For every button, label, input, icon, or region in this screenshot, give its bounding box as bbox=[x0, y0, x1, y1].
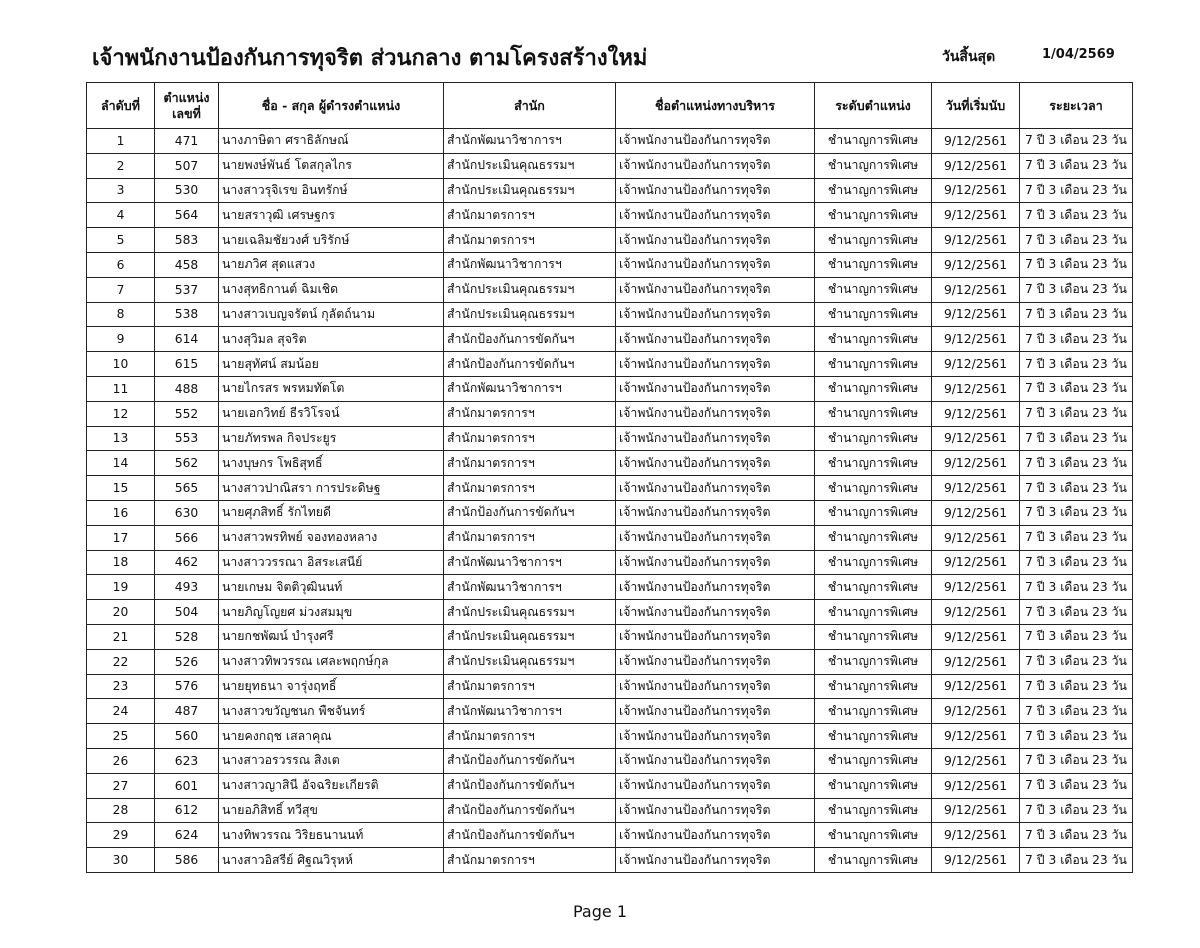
table-row bbox=[87, 228, 1133, 253]
table-row bbox=[87, 748, 1133, 773]
order-cell: 10 bbox=[87, 352, 155, 377]
column-header-bureau: สำนัก bbox=[444, 83, 616, 129]
bureau-cell: สำนักมาตรการฯ bbox=[444, 674, 616, 699]
bureau-cell: สำนักป้องกันการขัดกันฯ bbox=[444, 773, 616, 798]
column-header-order: ลำดับที่ bbox=[87, 83, 155, 129]
start-date-cell: 9/12/2561 bbox=[932, 277, 1020, 302]
admin-title-cell: เจ้าพนักงานป้องกันการทุจริต bbox=[616, 500, 815, 525]
table-row bbox=[87, 426, 1133, 451]
bureau-cell: สำนักมาตรการฯ bbox=[444, 203, 616, 228]
bureau-cell: สำนักประเมินคุณธรรมฯ bbox=[444, 302, 616, 327]
admin-title-cell: เจ้าพนักงานป้องกันการทุจริต bbox=[616, 153, 815, 178]
table-row bbox=[87, 848, 1133, 873]
order-cell: 28 bbox=[87, 798, 155, 823]
order-cell: 23 bbox=[87, 674, 155, 699]
level-cell: ชำนาญการพิเศษ bbox=[815, 575, 932, 600]
name-cell: นางสาวพรทิพย์ จองทองหลาง bbox=[219, 525, 444, 550]
bureau-cell: สำนักประเมินคุณธรรมฯ bbox=[444, 153, 616, 178]
admin-title-cell: เจ้าพนักงานป้องกันการทุจริต bbox=[616, 426, 815, 451]
admin-title-cell: เจ้าพนักงานป้องกันการทุจริต bbox=[616, 748, 815, 773]
name-cell: นายศุภสิทธิ์ รักไทยดี bbox=[219, 500, 444, 525]
start-date-cell: 9/12/2561 bbox=[932, 724, 1020, 749]
table-row bbox=[87, 451, 1133, 476]
position-no-cell: 612 bbox=[155, 798, 219, 823]
table-row bbox=[87, 798, 1133, 823]
start-date-cell: 9/12/2561 bbox=[932, 798, 1020, 823]
admin-title-cell: เจ้าพนักงานป้องกันการทุจริต bbox=[616, 773, 815, 798]
bureau-cell: สำนักพัฒนาวิชาการฯ bbox=[444, 550, 616, 575]
name-cell: นางสาวทิพวรรณ เศละพฤกษ์กุล bbox=[219, 649, 444, 674]
order-cell: 13 bbox=[87, 426, 155, 451]
name-cell: นายอภิสิทธิ์ ทวีสุข bbox=[219, 798, 444, 823]
table-row bbox=[87, 252, 1133, 277]
duration-cell: 7 ปี 3 เดือน 23 วัน bbox=[1020, 352, 1133, 377]
name-cell: นางสาวอรวรรณ สิงเต bbox=[219, 748, 444, 773]
order-cell: 7 bbox=[87, 277, 155, 302]
duration-cell: 7 ปี 3 เดือน 23 วัน bbox=[1020, 228, 1133, 253]
table-row bbox=[87, 153, 1133, 178]
admin-title-cell: เจ้าพนักงานป้องกันการทุจริต bbox=[616, 823, 815, 848]
end-date-value: 1/04/2569 bbox=[1042, 47, 1115, 62]
table-row bbox=[87, 575, 1133, 600]
duration-cell: 7 ปี 3 เดือน 23 วัน bbox=[1020, 129, 1133, 154]
duration-cell: 7 ปี 3 เดือน 23 วัน bbox=[1020, 327, 1133, 352]
bureau-cell: สำนักป้องกันการขัดกันฯ bbox=[444, 748, 616, 773]
start-date-cell: 9/12/2561 bbox=[932, 401, 1020, 426]
position-no-cell: 586 bbox=[155, 848, 219, 873]
admin-title-cell: เจ้าพนักงานป้องกันการทุจริต bbox=[616, 600, 815, 625]
column-header-start-date: วันที่เริ่มนับ bbox=[932, 83, 1020, 129]
order-cell: 21 bbox=[87, 624, 155, 649]
level-cell: ชำนาญการพิเศษ bbox=[815, 823, 932, 848]
start-date-cell: 9/12/2561 bbox=[932, 228, 1020, 253]
duration-cell: 7 ปี 3 เดือน 23 วัน bbox=[1020, 848, 1133, 873]
start-date-cell: 9/12/2561 bbox=[932, 674, 1020, 699]
bureau-cell: สำนักมาตรการฯ bbox=[444, 401, 616, 426]
position-no-cell: 552 bbox=[155, 401, 219, 426]
name-cell: นายเฉลิมชัยวงศ์ บริรักษ์ bbox=[219, 228, 444, 253]
column-header-duration: ระยะเวลา bbox=[1020, 83, 1133, 129]
column-header-admin-title: ชื่อตำแหน่งทางบริหาร bbox=[616, 83, 815, 129]
duration-cell: 7 ปี 3 เดือน 23 วัน bbox=[1020, 575, 1133, 600]
level-cell: ชำนาญการพิเศษ bbox=[815, 699, 932, 724]
name-cell: นายภิญโญยศ ม่วงสมมุข bbox=[219, 600, 444, 625]
level-cell: ชำนาญการพิเศษ bbox=[815, 178, 932, 203]
name-cell: นางสาววรรณา อิสระเสนีย์ bbox=[219, 550, 444, 575]
duration-cell: 7 ปี 3 เดือน 23 วัน bbox=[1020, 277, 1133, 302]
name-cell: นายภัทรพล กิจประยูร bbox=[219, 426, 444, 451]
level-cell: ชำนาญการพิเศษ bbox=[815, 129, 932, 154]
order-cell: 9 bbox=[87, 327, 155, 352]
order-cell: 29 bbox=[87, 823, 155, 848]
order-cell: 1 bbox=[87, 129, 155, 154]
duration-cell: 7 ปี 3 เดือน 23 วัน bbox=[1020, 302, 1133, 327]
bureau-cell: สำนักมาตรการฯ bbox=[444, 426, 616, 451]
level-cell: ชำนาญการพิเศษ bbox=[815, 649, 932, 674]
duration-cell: 7 ปี 3 เดือน 23 วัน bbox=[1020, 550, 1133, 575]
table-row bbox=[87, 302, 1133, 327]
admin-title-cell: เจ้าพนักงานป้องกันการทุจริต bbox=[616, 724, 815, 749]
order-cell: 14 bbox=[87, 451, 155, 476]
start-date-cell: 9/12/2561 bbox=[932, 252, 1020, 277]
order-cell: 20 bbox=[87, 600, 155, 625]
end-date-label: วันสิ้นสุด bbox=[942, 49, 996, 65]
bureau-cell: สำนักประเมินคุณธรรมฯ bbox=[444, 178, 616, 203]
admin-title-cell: เจ้าพนักงานป้องกันการทุจริต bbox=[616, 624, 815, 649]
position-no-cell: 488 bbox=[155, 376, 219, 401]
table-row bbox=[87, 129, 1133, 154]
duration-cell: 7 ปี 3 เดือน 23 วัน bbox=[1020, 476, 1133, 501]
admin-title-cell: เจ้าพนักงานป้องกันการทุจริต bbox=[616, 674, 815, 699]
level-cell: ชำนาญการพิเศษ bbox=[815, 302, 932, 327]
admin-title-cell: เจ้าพนักงานป้องกันการทุจริต bbox=[616, 476, 815, 501]
duration-cell: 7 ปี 3 เดือน 23 วัน bbox=[1020, 798, 1133, 823]
order-cell: 6 bbox=[87, 252, 155, 277]
name-cell: นางสุวิมล สุจริต bbox=[219, 327, 444, 352]
name-cell: นายคงกฤช เสลาคุณ bbox=[219, 724, 444, 749]
name-cell: นายสราวุฒิ เศรษฐกร bbox=[219, 203, 444, 228]
duration-cell: 7 ปี 3 เดือน 23 วัน bbox=[1020, 624, 1133, 649]
table-row bbox=[87, 500, 1133, 525]
level-cell: ชำนาญการพิเศษ bbox=[815, 848, 932, 873]
start-date-cell: 9/12/2561 bbox=[932, 748, 1020, 773]
order-cell: 15 bbox=[87, 476, 155, 501]
start-date-cell: 9/12/2561 bbox=[932, 550, 1020, 575]
level-cell: ชำนาญการพิเศษ bbox=[815, 500, 932, 525]
staff-table bbox=[86, 82, 1133, 873]
start-date-cell: 9/12/2561 bbox=[932, 376, 1020, 401]
duration-cell: 7 ปี 3 เดือน 23 วัน bbox=[1020, 153, 1133, 178]
order-cell: 24 bbox=[87, 699, 155, 724]
order-cell: 16 bbox=[87, 500, 155, 525]
bureau-cell: สำนักป้องกันการขัดกันฯ bbox=[444, 327, 616, 352]
page-title: เจ้าพนักงานป้องกันการทุจริต ส่วนกลาง ตามโครงสร้างใหม่ bbox=[92, 46, 648, 71]
admin-title-cell: เจ้าพนักงานป้องกันการทุจริต bbox=[616, 575, 815, 600]
start-date-cell: 9/12/2561 bbox=[932, 327, 1020, 352]
admin-title-cell: เจ้าพนักงานป้องกันการทุจริต bbox=[616, 649, 815, 674]
start-date-cell: 9/12/2561 bbox=[932, 773, 1020, 798]
start-date-cell: 9/12/2561 bbox=[932, 575, 1020, 600]
name-cell: นางภาษิตา ศราธิลักษณ์ bbox=[219, 129, 444, 154]
table-body bbox=[87, 129, 1133, 873]
position-no-cell: 565 bbox=[155, 476, 219, 501]
position-no-cell: 526 bbox=[155, 649, 219, 674]
duration-cell: 7 ปี 3 เดือน 23 วัน bbox=[1020, 252, 1133, 277]
order-cell: 19 bbox=[87, 575, 155, 600]
order-cell: 5 bbox=[87, 228, 155, 253]
column-header-level: ระดับตำแหน่ง bbox=[815, 83, 932, 129]
start-date-cell: 9/12/2561 bbox=[932, 600, 1020, 625]
table-row bbox=[87, 525, 1133, 550]
admin-title-cell: เจ้าพนักงานป้องกันการทุจริต bbox=[616, 129, 815, 154]
name-cell: นางทิพวรรณ วิริยธนานนท์ bbox=[219, 823, 444, 848]
level-cell: ชำนาญการพิเศษ bbox=[815, 748, 932, 773]
position-no-cell: 507 bbox=[155, 153, 219, 178]
order-cell: 2 bbox=[87, 153, 155, 178]
duration-cell: 7 ปี 3 เดือน 23 วัน bbox=[1020, 500, 1133, 525]
level-cell: ชำนาญการพิเศษ bbox=[815, 327, 932, 352]
position-no-cell: 560 bbox=[155, 724, 219, 749]
admin-title-cell: เจ้าพนักงานป้องกันการทุจริต bbox=[616, 203, 815, 228]
table-row bbox=[87, 773, 1133, 798]
admin-title-cell: เจ้าพนักงานป้องกันการทุจริต bbox=[616, 525, 815, 550]
admin-title-cell: เจ้าพนักงานป้องกันการทุจริต bbox=[616, 178, 815, 203]
position-no-cell: 583 bbox=[155, 228, 219, 253]
admin-title-cell: เจ้าพนักงานป้องกันการทุจริต bbox=[616, 327, 815, 352]
start-date-cell: 9/12/2561 bbox=[932, 476, 1020, 501]
order-cell: 25 bbox=[87, 724, 155, 749]
order-cell: 27 bbox=[87, 773, 155, 798]
order-cell: 22 bbox=[87, 649, 155, 674]
level-cell: ชำนาญการพิเศษ bbox=[815, 674, 932, 699]
bureau-cell: สำนักมาตรการฯ bbox=[444, 476, 616, 501]
duration-cell: 7 ปี 3 เดือน 23 วัน bbox=[1020, 203, 1133, 228]
name-cell: นายสุทัศน์ สมน้อย bbox=[219, 352, 444, 377]
table-row bbox=[87, 352, 1133, 377]
bureau-cell: สำนักพัฒนาวิชาการฯ bbox=[444, 129, 616, 154]
level-cell: ชำนาญการพิเศษ bbox=[815, 600, 932, 625]
admin-title-cell: เจ้าพนักงานป้องกันการทุจริต bbox=[616, 451, 815, 476]
position-no-cell: 504 bbox=[155, 600, 219, 625]
admin-title-cell: เจ้าพนักงานป้องกันการทุจริต bbox=[616, 252, 815, 277]
position-no-cell: 601 bbox=[155, 773, 219, 798]
name-cell: นางสาวขวัญชนก พืชจันทร์ bbox=[219, 699, 444, 724]
start-date-cell: 9/12/2561 bbox=[932, 699, 1020, 724]
duration-cell: 7 ปี 3 เดือน 23 วัน bbox=[1020, 178, 1133, 203]
name-cell: นางสุทธิกานต์ ฉิมเชิด bbox=[219, 277, 444, 302]
order-cell: 30 bbox=[87, 848, 155, 873]
order-cell: 17 bbox=[87, 525, 155, 550]
position-no-cell: 471 bbox=[155, 129, 219, 154]
admin-title-cell: เจ้าพนักงานป้องกันการทุจริต bbox=[616, 848, 815, 873]
bureau-cell: สำนักมาตรการฯ bbox=[444, 724, 616, 749]
position-no-cell: 493 bbox=[155, 575, 219, 600]
bureau-cell: สำนักประเมินคุณธรรมฯ bbox=[444, 649, 616, 674]
duration-cell: 7 ปี 3 เดือน 23 วัน bbox=[1020, 748, 1133, 773]
bureau-cell: สำนักมาตรการฯ bbox=[444, 525, 616, 550]
name-cell: นายพงษ์พันธ์ โตสกุลไกร bbox=[219, 153, 444, 178]
name-cell: นายไกรสร พรหมทัตโต bbox=[219, 376, 444, 401]
start-date-cell: 9/12/2561 bbox=[932, 525, 1020, 550]
level-cell: ชำนาญการพิเศษ bbox=[815, 476, 932, 501]
start-date-cell: 9/12/2561 bbox=[932, 352, 1020, 377]
column-header-position-no: ตำแหน่ง เลขที่ bbox=[155, 83, 219, 129]
position-no-cell: 614 bbox=[155, 327, 219, 352]
table-row bbox=[87, 327, 1133, 352]
name-cell: นางสาวอิสรีย์ ศิฐณวิรุหห์ bbox=[219, 848, 444, 873]
position-no-cell: 530 bbox=[155, 178, 219, 203]
name-cell: นางสาวปาณิสรา การประดิษฐ bbox=[219, 476, 444, 501]
duration-cell: 7 ปี 3 เดือน 23 วัน bbox=[1020, 674, 1133, 699]
level-cell: ชำนาญการพิเศษ bbox=[815, 426, 932, 451]
position-no-cell: 538 bbox=[155, 302, 219, 327]
duration-cell: 7 ปี 3 เดือน 23 วัน bbox=[1020, 525, 1133, 550]
start-date-cell: 9/12/2561 bbox=[932, 500, 1020, 525]
order-cell: 3 bbox=[87, 178, 155, 203]
bureau-cell: สำนักมาตรการฯ bbox=[444, 451, 616, 476]
position-no-cell: 615 bbox=[155, 352, 219, 377]
level-cell: ชำนาญการพิเศษ bbox=[815, 277, 932, 302]
table-row bbox=[87, 376, 1133, 401]
table-row bbox=[87, 277, 1133, 302]
table-row bbox=[87, 699, 1133, 724]
table-row bbox=[87, 476, 1133, 501]
name-cell: นายภวิศ สุดแสวง bbox=[219, 252, 444, 277]
bureau-cell: สำนักประเมินคุณธรรมฯ bbox=[444, 277, 616, 302]
start-date-cell: 9/12/2561 bbox=[932, 129, 1020, 154]
bureau-cell: สำนักป้องกันการขัดกันฯ bbox=[444, 798, 616, 823]
column-header-name: ชื่อ - สกุล ผู้ดำรงตำแหน่ง bbox=[219, 83, 444, 129]
order-cell: 8 bbox=[87, 302, 155, 327]
duration-cell: 7 ปี 3 เดือน 23 วัน bbox=[1020, 773, 1133, 798]
duration-cell: 7 ปี 3 เดือน 23 วัน bbox=[1020, 451, 1133, 476]
level-cell: ชำนาญการพิเศษ bbox=[815, 550, 932, 575]
start-date-cell: 9/12/2561 bbox=[932, 848, 1020, 873]
position-no-cell: 576 bbox=[155, 674, 219, 699]
name-cell: นางสาวญาสินี อัจฉริยะเกียรติ bbox=[219, 773, 444, 798]
level-cell: ชำนาญการพิเศษ bbox=[815, 153, 932, 178]
level-cell: ชำนาญการพิเศษ bbox=[815, 252, 932, 277]
admin-title-cell: เจ้าพนักงานป้องกันการทุจริต bbox=[616, 798, 815, 823]
name-cell: นายยุทธนา จารุ่งฤทธิ์ bbox=[219, 674, 444, 699]
table-row bbox=[87, 724, 1133, 749]
table-row bbox=[87, 674, 1133, 699]
start-date-cell: 9/12/2561 bbox=[932, 649, 1020, 674]
table-row bbox=[87, 600, 1133, 625]
position-no-cell: 553 bbox=[155, 426, 219, 451]
admin-title-cell: เจ้าพนักงานป้องกันการทุจริต bbox=[616, 401, 815, 426]
table-row bbox=[87, 178, 1133, 203]
table-header-row bbox=[87, 83, 1133, 129]
table-row bbox=[87, 649, 1133, 674]
duration-cell: 7 ปี 3 เดือน 23 วัน bbox=[1020, 426, 1133, 451]
order-cell: 4 bbox=[87, 203, 155, 228]
position-no-cell: 528 bbox=[155, 624, 219, 649]
start-date-cell: 9/12/2561 bbox=[932, 451, 1020, 476]
duration-cell: 7 ปี 3 เดือน 23 วัน bbox=[1020, 401, 1133, 426]
page-number: Page 1 bbox=[573, 902, 627, 921]
position-no-cell: 562 bbox=[155, 451, 219, 476]
position-no-cell: 630 bbox=[155, 500, 219, 525]
position-no-cell: 462 bbox=[155, 550, 219, 575]
admin-title-cell: เจ้าพนักงานป้องกันการทุจริต bbox=[616, 228, 815, 253]
order-cell: 11 bbox=[87, 376, 155, 401]
table-row bbox=[87, 624, 1133, 649]
level-cell: ชำนาญการพิเศษ bbox=[815, 376, 932, 401]
level-cell: ชำนาญการพิเศษ bbox=[815, 798, 932, 823]
bureau-cell: สำนักพัฒนาวิชาการฯ bbox=[444, 575, 616, 600]
admin-title-cell: เจ้าพนักงานป้องกันการทุจริต bbox=[616, 550, 815, 575]
start-date-cell: 9/12/2561 bbox=[932, 426, 1020, 451]
bureau-cell: สำนักมาตรการฯ bbox=[444, 848, 616, 873]
bureau-cell: สำนักพัฒนาวิชาการฯ bbox=[444, 376, 616, 401]
bureau-cell: สำนักพัฒนาวิชาการฯ bbox=[444, 252, 616, 277]
start-date-cell: 9/12/2561 bbox=[932, 302, 1020, 327]
level-cell: ชำนาญการพิเศษ bbox=[815, 724, 932, 749]
start-date-cell: 9/12/2561 bbox=[932, 823, 1020, 848]
order-cell: 12 bbox=[87, 401, 155, 426]
admin-title-cell: เจ้าพนักงานป้องกันการทุจริต bbox=[616, 352, 815, 377]
admin-title-cell: เจ้าพนักงานป้องกันการทุจริต bbox=[616, 302, 815, 327]
level-cell: ชำนาญการพิเศษ bbox=[815, 525, 932, 550]
duration-cell: 7 ปี 3 เดือน 23 วัน bbox=[1020, 649, 1133, 674]
admin-title-cell: เจ้าพนักงานป้องกันการทุจริต bbox=[616, 699, 815, 724]
table-row bbox=[87, 823, 1133, 848]
position-no-cell: 566 bbox=[155, 525, 219, 550]
name-cell: นายเอกวิทย์ ธีรวิโรจน์ bbox=[219, 401, 444, 426]
start-date-cell: 9/12/2561 bbox=[932, 178, 1020, 203]
duration-cell: 7 ปี 3 เดือน 23 วัน bbox=[1020, 823, 1133, 848]
bureau-cell: สำนักประเมินคุณธรรมฯ bbox=[444, 600, 616, 625]
start-date-cell: 9/12/2561 bbox=[932, 203, 1020, 228]
name-cell: นางสาวเบญจรัตน์ กุลัตถ์นาม bbox=[219, 302, 444, 327]
position-no-cell: 487 bbox=[155, 699, 219, 724]
position-no-cell: 537 bbox=[155, 277, 219, 302]
bureau-cell: สำนักมาตรการฯ bbox=[444, 228, 616, 253]
admin-title-cell: เจ้าพนักงานป้องกันการทุจริต bbox=[616, 376, 815, 401]
order-cell: 26 bbox=[87, 748, 155, 773]
level-cell: ชำนาญการพิเศษ bbox=[815, 451, 932, 476]
level-cell: ชำนาญการพิเศษ bbox=[815, 401, 932, 426]
bureau-cell: สำนักป้องกันการขัดกันฯ bbox=[444, 500, 616, 525]
start-date-cell: 9/12/2561 bbox=[932, 624, 1020, 649]
position-no-cell: 564 bbox=[155, 203, 219, 228]
bureau-cell: สำนักพัฒนาวิชาการฯ bbox=[444, 699, 616, 724]
duration-cell: 7 ปี 3 เดือน 23 วัน bbox=[1020, 600, 1133, 625]
bureau-cell: สำนักป้องกันการขัดกันฯ bbox=[444, 823, 616, 848]
name-cell: นายเกษม จิตติวุฒินนท์ bbox=[219, 575, 444, 600]
order-cell: 18 bbox=[87, 550, 155, 575]
level-cell: ชำนาญการพิเศษ bbox=[815, 773, 932, 798]
bureau-cell: สำนักป้องกันการขัดกันฯ bbox=[444, 352, 616, 377]
name-cell: นายกชพัฒน์ บำรุงศรี bbox=[219, 624, 444, 649]
duration-cell: 7 ปี 3 เดือน 23 วัน bbox=[1020, 699, 1133, 724]
admin-title-cell: เจ้าพนักงานป้องกันการทุจริต bbox=[616, 277, 815, 302]
bureau-cell: สำนักประเมินคุณธรรมฯ bbox=[444, 624, 616, 649]
level-cell: ชำนาญการพิเศษ bbox=[815, 228, 932, 253]
position-no-cell: 623 bbox=[155, 748, 219, 773]
position-no-cell: 458 bbox=[155, 252, 219, 277]
duration-cell: 7 ปี 3 เดือน 23 วัน bbox=[1020, 376, 1133, 401]
start-date-cell: 9/12/2561 bbox=[932, 153, 1020, 178]
level-cell: ชำนาญการพิเศษ bbox=[815, 203, 932, 228]
name-cell: นางสาวรุจิเรข อินทรักษ์ bbox=[219, 178, 444, 203]
level-cell: ชำนาญการพิเศษ bbox=[815, 624, 932, 649]
name-cell: นางบุษกร โพธิสุทธิ์ bbox=[219, 451, 444, 476]
position-no-cell: 624 bbox=[155, 823, 219, 848]
duration-cell: 7 ปี 3 เดือน 23 วัน bbox=[1020, 724, 1133, 749]
table-row bbox=[87, 203, 1133, 228]
level-cell: ชำนาญการพิเศษ bbox=[815, 352, 932, 377]
table-row bbox=[87, 401, 1133, 426]
table-row bbox=[87, 550, 1133, 575]
